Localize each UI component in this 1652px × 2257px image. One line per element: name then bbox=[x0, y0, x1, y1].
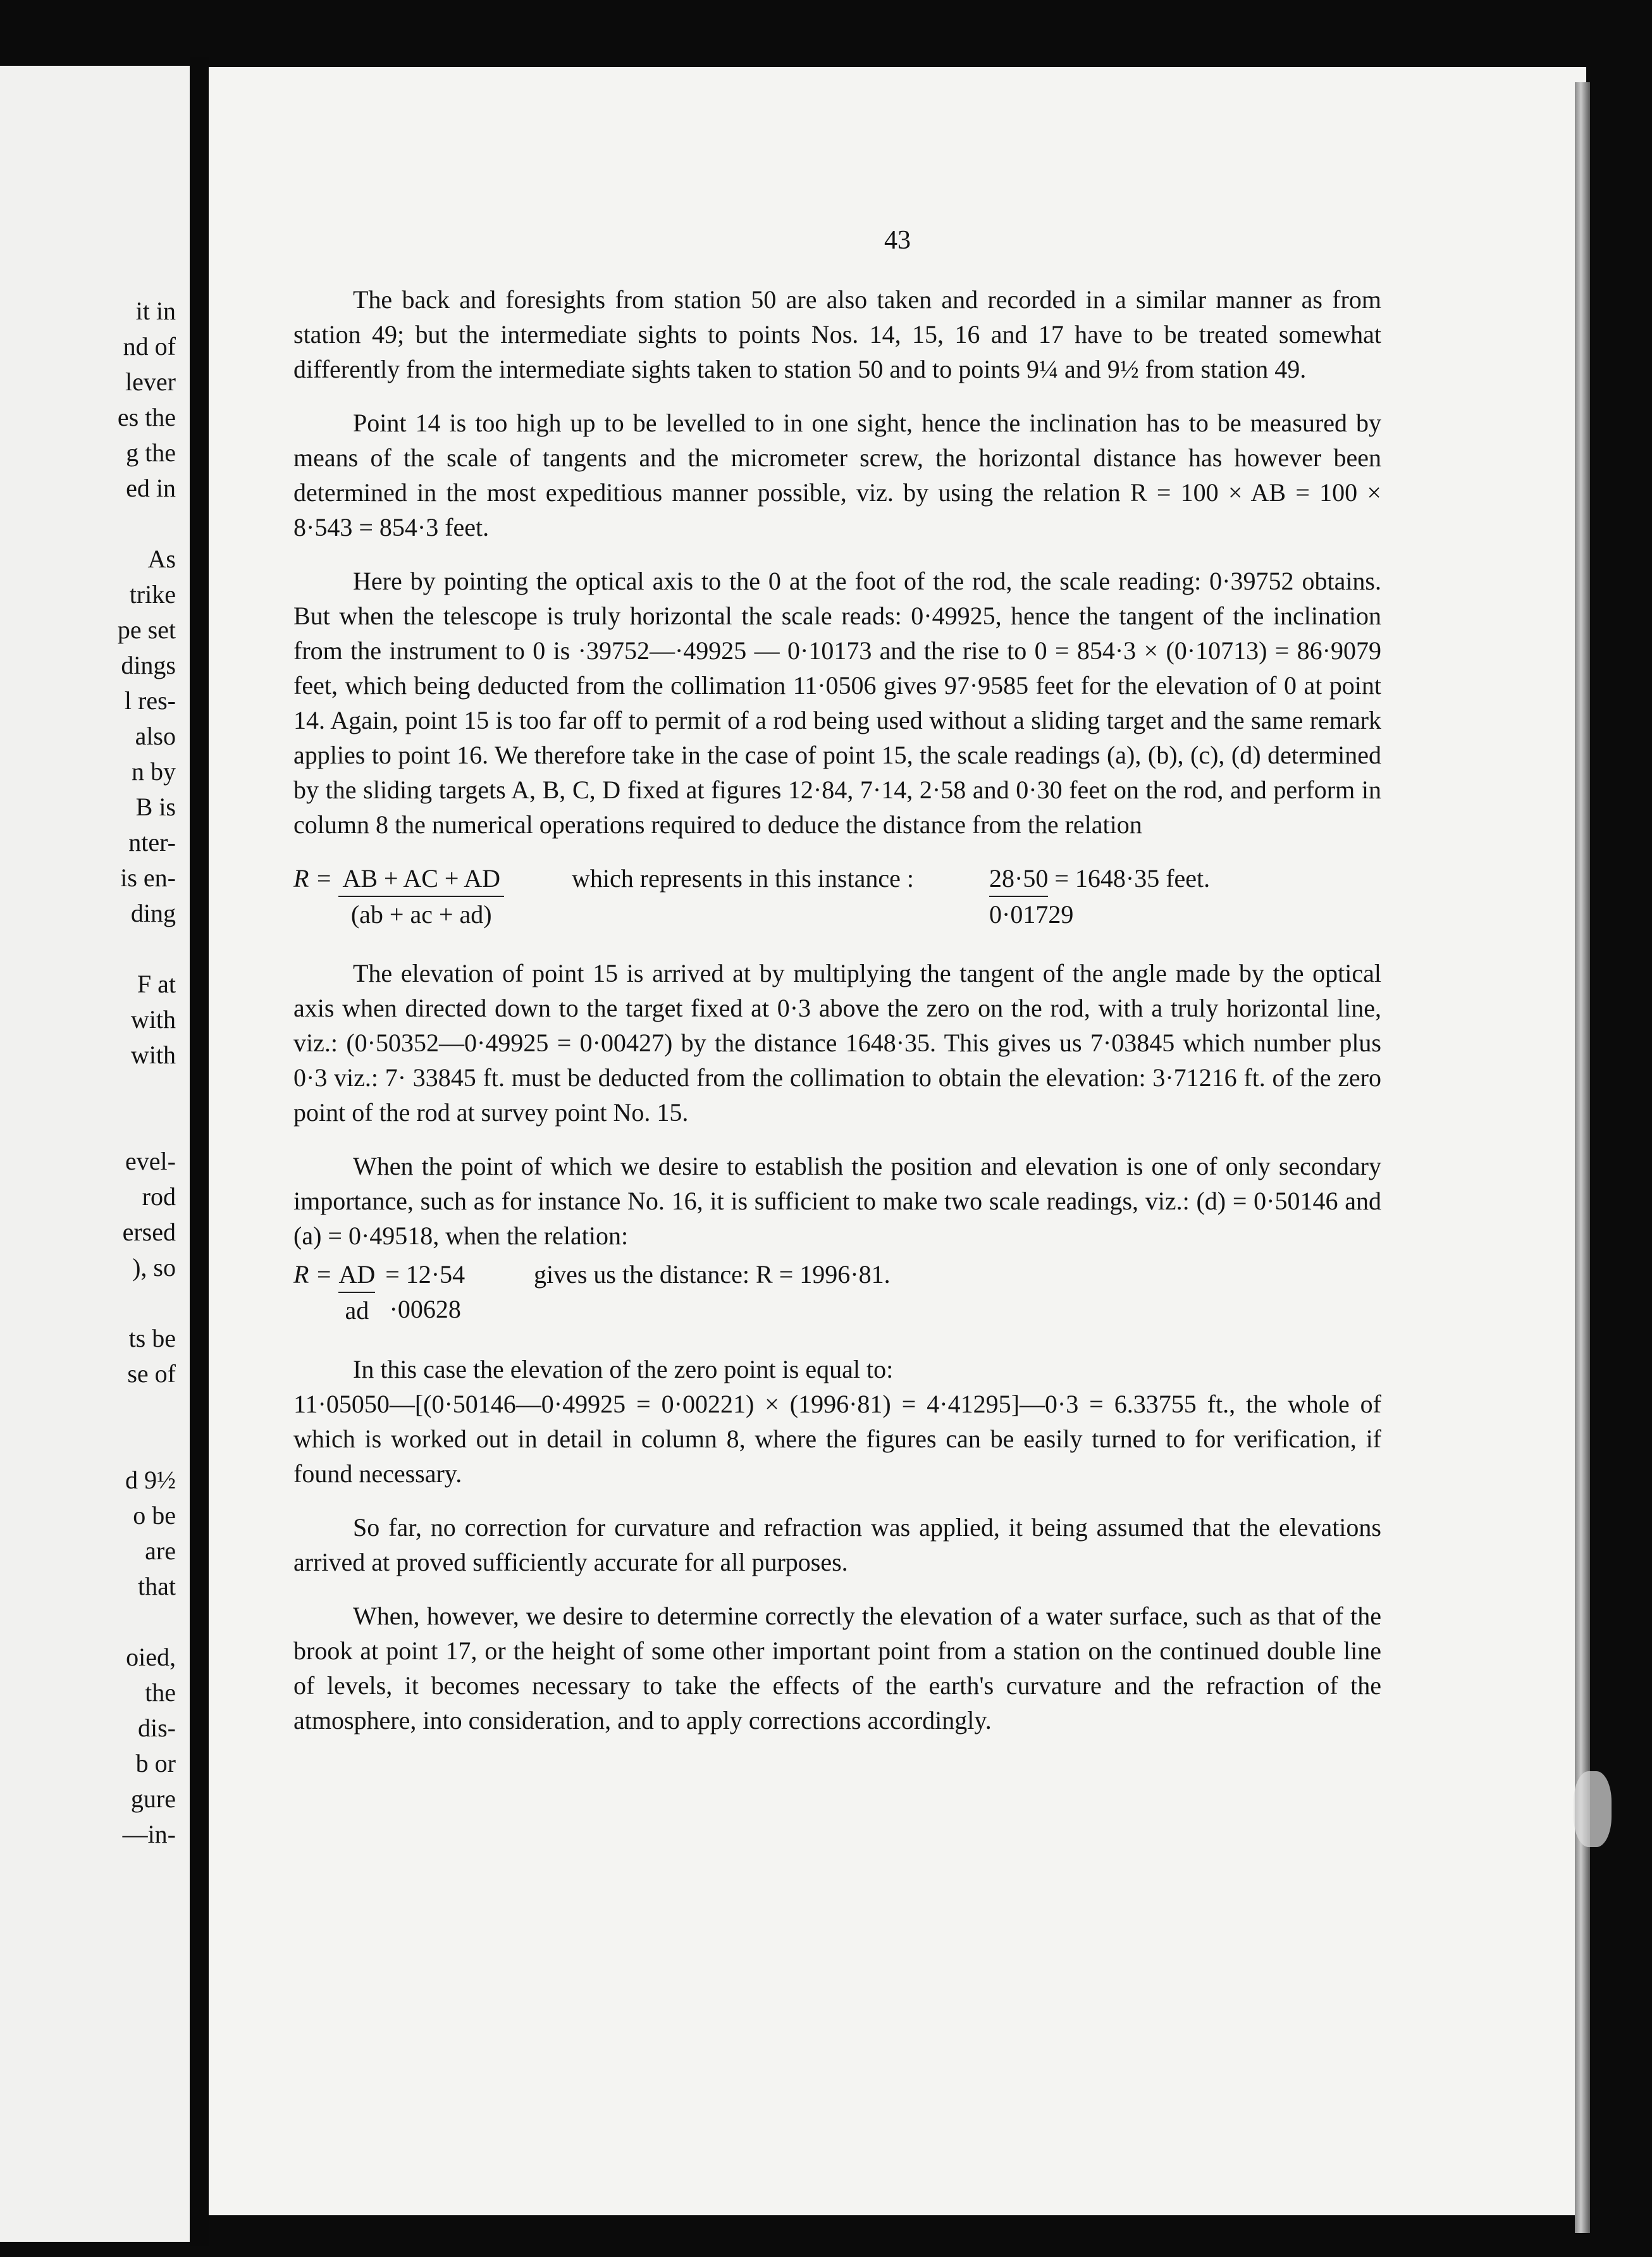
left-fragment: g the bbox=[126, 438, 176, 467]
left-fragment: pe set bbox=[117, 615, 176, 644]
secondary-formula bbox=[293, 1257, 1381, 1333]
left-fragment: also bbox=[135, 722, 176, 750]
secondary-formula-eq: = 12·54 bbox=[385, 1260, 465, 1289]
formula-result-value: = 1648·35 feet. bbox=[1054, 864, 1211, 893]
left-fragment: n by bbox=[132, 757, 176, 786]
left-fragment: ), so bbox=[132, 1253, 176, 1282]
secondary-formula-fraction bbox=[338, 1257, 375, 1328]
secondary-formula-numerator: AD bbox=[338, 1257, 375, 1293]
left-fragment: es the bbox=[117, 403, 176, 431]
paragraph-7: 11·05050—[(0·50146—0·49925 = 0·00221) × (1996·81) = 4·41295]—0·3 = 6.33755 ft., the whole of which is worked out in detail in column 8, where the figures can be easily turned to for verification, if found necessary. bbox=[293, 1390, 1381, 1488]
left-fragment: evel- bbox=[125, 1147, 176, 1175]
left-fragment: dis- bbox=[138, 1714, 176, 1742]
left-page bbox=[0, 66, 190, 2242]
right-page bbox=[209, 67, 1586, 2215]
formula-lhs bbox=[293, 861, 504, 932]
left-fragment: dings bbox=[121, 651, 176, 679]
left-fragment: nd of bbox=[123, 332, 176, 361]
formula-middle-text: which represents in this instance : bbox=[572, 864, 914, 893]
left-fragment: with bbox=[130, 1041, 176, 1069]
paragraph-4: The elevation of point 15 is arrived at by multiplying the tangent of the angle made by the optical axis when directed down to the target fixed at 0·3 above the zero on the rod, with a truly horizontal line, viz.: (0·50352—0·49925 = 0·00427) by the distance 1648·35. This gives us 7·03845 which number plus 0·3 viz.: 7· 33845 ft. must be deducted from the collimation to obtain the elevation: 3·71216 ft. of the zero point of the rod at survey point No. 15. bbox=[293, 959, 1381, 1127]
paragraph-3: Here by pointing the optical axis to the 0 at the foot of the rod, the scale reading: 0·39752 obtains. But when the telescope is truly horizontal the scale reads: 0·49925, hence the tangent of the inclination from the instrument to 0 is ·39752—·49925 — 0·10173 and the rise to 0 = 854·3 × (0·10713) = 86·9079 feet, which being deducted from the collimation 11·0506 gives 97·9585 feet for the elevation of 0 at point 14. Again, point 15 is too far off to permit of a rod being used without a sliding target and the same remark applies to point 16. We therefore take in the case of point 15, the scale readings (a), (b), (c), (d) determined by the sliding targets A, B, C, D fixed at figures 12·84, 7·14, 2·58 and 0·30 feet on the rod, and perform in column 8 the numerical operations required to deduce the distance from the relation bbox=[293, 567, 1381, 839]
left-fragment: se of bbox=[127, 1359, 176, 1388]
secondary-formula-r-label: R = bbox=[293, 1260, 333, 1289]
left-fragment: the bbox=[145, 1678, 176, 1707]
left-fragment: b or bbox=[135, 1749, 176, 1778]
formula-r-label: R = bbox=[293, 864, 333, 893]
binding-gutter bbox=[190, 57, 209, 2246]
page-number: 43 bbox=[884, 226, 911, 255]
left-fragment: ts be bbox=[128, 1324, 176, 1352]
left-fragment: is en- bbox=[120, 863, 176, 892]
left-fragment: nter- bbox=[128, 828, 176, 856]
formula-result-numerator: 28·50 bbox=[989, 861, 1048, 897]
formula-denominator: (ab + ac + ad) bbox=[350, 900, 492, 929]
paragraph-6: In this case the elevation of the zero point is equal to: bbox=[353, 1355, 894, 1383]
left-fragment: ding bbox=[130, 899, 176, 927]
left-fragment: —in- bbox=[122, 1820, 176, 1848]
secondary-formula-lhs bbox=[293, 1257, 465, 1328]
left-fragment: that bbox=[138, 1572, 176, 1600]
paragraph-1: The back and foresights from station 50 are also taken and recorded in a similar manner as from station 49; but the intermediate sights to points Nos. 14, 15, 16 and 17 have to be treated somewhat differently from the intermediate sights taken to station 50 and to points 9¼ and 9½ from station 49. bbox=[293, 285, 1381, 383]
left-fragment: ersed bbox=[122, 1218, 176, 1246]
paragraph-2: Point 14 is too high up to be levelled to in one sight, hence the inclination has to be measured by means of the scale of tangents and the micrometer screw, the horizontal distance has however been determined in the most expeditious manner possible, viz. by using the relation R = 100 × AB = 100 × 8·543 = 854·3 feet. bbox=[293, 409, 1381, 541]
left-fragment: B is bbox=[135, 793, 176, 821]
left-fragment: As bbox=[147, 545, 176, 573]
formula-numerator: AB + AC + AD bbox=[338, 861, 504, 897]
paragraph-5: When the point of which we desire to establish the position and elevation is one of only secondary importance, such as for instance No. 16, it is sufficient to make two scale readings, viz.: (d) = 0·50146 and (a) = 0·49518, when the relation: bbox=[293, 1152, 1381, 1250]
page-stain bbox=[1574, 1771, 1612, 1847]
formula-fraction bbox=[338, 861, 504, 932]
left-fragment: ed in bbox=[126, 474, 176, 502]
left-fragment: are bbox=[145, 1537, 176, 1565]
secondary-formula-rhs: gives us the distance: R = 1996·81. bbox=[534, 1260, 891, 1289]
paragraph-8: So far, no correction for curvature and refraction was applied, it being assumed that the elevations arrived at proved sufficiently accurate for all purposes. bbox=[293, 1513, 1381, 1576]
formula-result-denominator: 0·01729 bbox=[989, 900, 1074, 929]
left-fragment: d 9½ bbox=[125, 1466, 176, 1494]
formula-result bbox=[989, 861, 1210, 932]
distance-formula bbox=[293, 861, 1381, 937]
secondary-formula-denominator: ad bbox=[345, 1296, 369, 1325]
left-fragment: gure bbox=[130, 1784, 176, 1813]
left-fragment: trike bbox=[129, 580, 176, 609]
paragraph-9: When, however, we desire to determine correctly the elevation of a water surface, such as that of the brook at point 17, or the height of some other important point from a station on the continued double line of levels, it becomes necessary to take the effects of the earth's curvature and the refraction of the atmosphere, into consideration, and to apply corrections accordingly. bbox=[293, 1602, 1381, 1734]
secondary-formula-den2: ·00628 bbox=[389, 1295, 461, 1323]
page-body bbox=[293, 282, 1381, 1757]
left-fragment: lever bbox=[125, 368, 176, 396]
left-fragment: with bbox=[130, 1005, 176, 1034]
left-fragment: F at bbox=[137, 970, 176, 998]
left-fragment: l res- bbox=[124, 686, 176, 715]
left-fragment: o be bbox=[133, 1501, 176, 1530]
page-edge-shadow bbox=[1575, 82, 1590, 2233]
left-fragment: oied, bbox=[126, 1643, 176, 1671]
left-fragment: it in bbox=[135, 297, 176, 325]
left-fragment: rod bbox=[142, 1182, 176, 1211]
